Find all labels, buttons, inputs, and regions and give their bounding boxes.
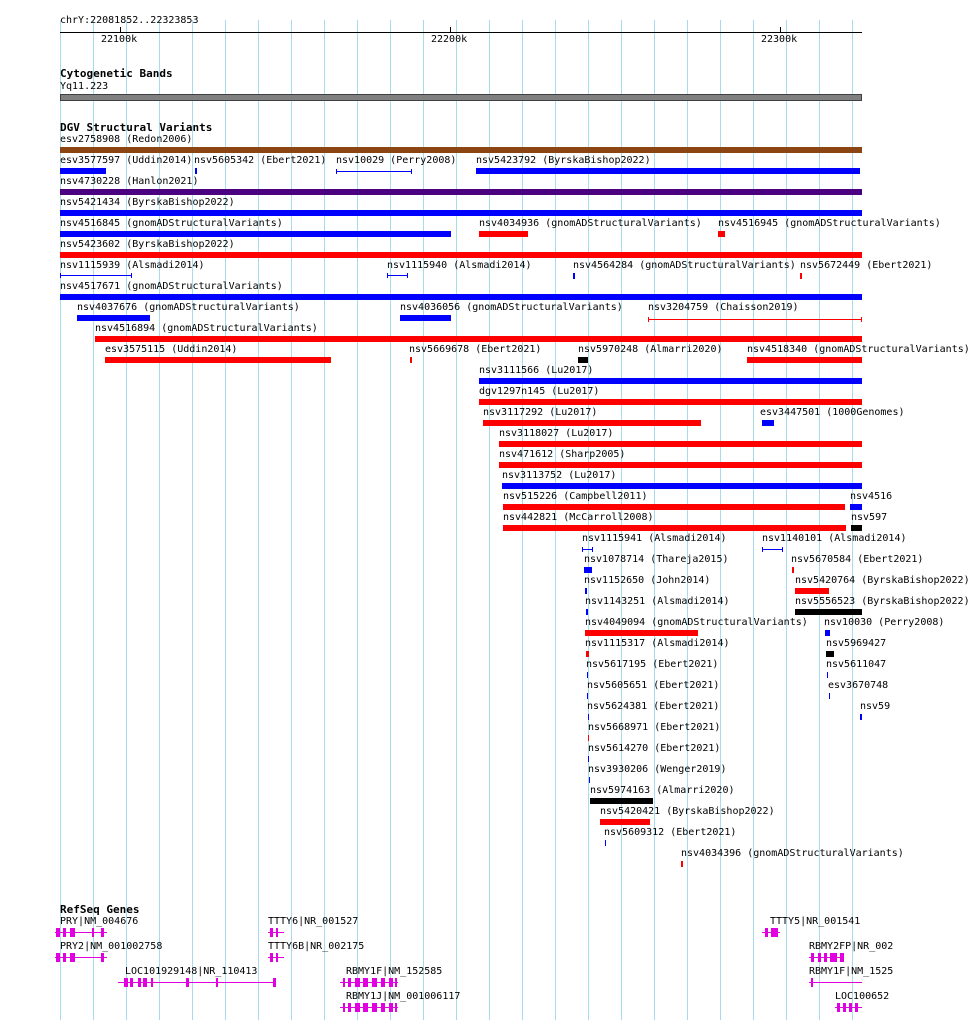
gene-exon[interactable]: [381, 1003, 385, 1012]
gene-exon[interactable]: [771, 928, 778, 937]
sv-feature-bar[interactable]: [587, 693, 588, 699]
sv-feature-bar[interactable]: [410, 357, 412, 363]
gene-exon[interactable]: [151, 978, 153, 987]
sv-feature-label[interactable]: nsv5423602 (ByrskaBishop2022): [60, 239, 235, 250]
sv-feature-bar[interactable]: [860, 714, 862, 720]
gene-label[interactable]: RBMY1J|NM_001006117: [346, 991, 461, 1002]
sv-feature-bar[interactable]: [479, 231, 528, 237]
ruler-tick: [780, 27, 781, 32]
gene-exon[interactable]: [276, 928, 278, 937]
gene-exon[interactable]: [348, 978, 351, 987]
sv-feature-bar[interactable]: [718, 231, 725, 237]
sv-feature-label[interactable]: esv3447501 (1000Genomes): [760, 407, 905, 418]
sv-feature-label[interactable]: nsv5970248 (Almarri2020): [578, 344, 723, 355]
sv-feature-label[interactable]: nsv5609312 (Ebert2021): [604, 827, 737, 838]
gene-exon[interactable]: [855, 1003, 858, 1012]
sv-feature-end-tick: [387, 273, 388, 278]
gene-label[interactable]: TTTY5|NR_001541: [770, 916, 861, 927]
sv-feature-bar[interactable]: [762, 549, 783, 550]
sv-feature-bar[interactable]: [795, 609, 862, 615]
sv-feature-bar[interactable]: [195, 168, 197, 174]
sv-feature-bar[interactable]: [825, 630, 830, 636]
sv-feature-end-tick: [582, 547, 583, 552]
gene-label[interactable]: RBMY2FP|NR_002: [809, 941, 894, 952]
sv-feature-bar[interactable]: [588, 735, 589, 741]
sv-feature-bar[interactable]: [829, 693, 830, 699]
sv-feature-label[interactable]: nsv1078714 (Thareja2015): [584, 554, 729, 565]
sv-feature-bar[interactable]: [589, 777, 590, 783]
gene-exon[interactable]: [395, 978, 397, 987]
gene-intron-line[interactable]: [809, 982, 862, 983]
sv-feature-bar[interactable]: [476, 168, 860, 174]
sv-feature-bar[interactable]: [60, 294, 862, 300]
region-label: chrY:22081852..22323853: [60, 15, 199, 26]
gene-exon[interactable]: [811, 953, 814, 962]
sv-feature-bar[interactable]: [499, 462, 862, 468]
gene-exon[interactable]: [363, 1003, 368, 1012]
sv-feature-label[interactable]: nsv1115317 (Alsmadi2014): [585, 638, 730, 649]
sv-feature-end-tick: [648, 317, 649, 322]
gene-exon[interactable]: [849, 1003, 852, 1012]
sv-feature-label[interactable]: nsv4049094 (gnomADStructuralVariants): [585, 617, 808, 628]
gene-exon[interactable]: [138, 978, 141, 987]
gene-exon[interactable]: [348, 1003, 351, 1012]
sv-feature-bar[interactable]: [60, 189, 862, 195]
sv-feature-label[interactable]: nsv4516: [850, 491, 893, 502]
sv-feature-end-tick: [782, 547, 783, 552]
gene-intron-line[interactable]: [118, 982, 276, 983]
sv-feature-label[interactable]: dgv1297n145 (Lu2017): [479, 386, 600, 397]
sv-feature-label[interactable]: nsv3118027 (Lu2017): [499, 428, 614, 439]
ruler-tick-label: 22300k: [761, 34, 798, 45]
sv-feature-label[interactable]: nsv5420764 (ByrskaBishop2022): [795, 575, 970, 586]
gene-exon[interactable]: [843, 1003, 846, 1012]
sv-feature-label[interactable]: nsv3111566 (Lu2017): [479, 365, 594, 376]
sv-feature-label[interactable]: nsv4564284 (gnomADStructuralVariants): [573, 260, 796, 271]
sv-feature-bar[interactable]: [479, 378, 862, 384]
sv-feature-bar[interactable]: [648, 319, 862, 320]
sv-feature-bar[interactable]: [60, 231, 451, 237]
sv-feature-label[interactable]: esv2758908 (Redon2006): [60, 134, 193, 145]
sv-feature-label[interactable]: nsv5423792 (ByrskaBishop2022): [476, 155, 651, 166]
sv-feature-bar[interactable]: [827, 672, 828, 678]
sv-feature-bar[interactable]: [77, 315, 150, 321]
sv-feature-bar[interactable]: [105, 357, 331, 363]
sv-feature-label[interactable]: nsv5624381 (Ebert2021): [587, 701, 720, 712]
gene-exon[interactable]: [840, 953, 844, 962]
gene-exon[interactable]: [830, 953, 837, 962]
ruler-tick-label: 22200k: [431, 34, 468, 45]
gene-exon[interactable]: [63, 953, 66, 962]
gene-exon[interactable]: [395, 1003, 397, 1012]
sv-feature-bar[interactable]: [387, 275, 408, 276]
sv-feature-bar[interactable]: [762, 420, 774, 426]
sv-feature-label[interactable]: nsv5611047: [826, 659, 887, 670]
ruler-tick-label: 22100k: [101, 34, 138, 45]
sv-feature-label[interactable]: esv3575115 (Uddin2014): [105, 344, 238, 355]
sv-feature-label[interactable]: nsv471612 (Sharp2005): [499, 449, 626, 460]
gene-exon[interactable]: [381, 978, 385, 987]
sv-feature-end-tick: [407, 273, 408, 278]
cytoband-track-title: Cytogenetic Bands: [60, 67, 173, 80]
sv-feature-bar[interactable]: [850, 504, 862, 510]
ruler-tick: [450, 27, 451, 32]
sv-feature-bar[interactable]: [800, 273, 802, 279]
sv-feature-end-tick: [592, 547, 593, 552]
sv-feature-label[interactable]: nsv1115939 (Alsmadi2014): [60, 260, 205, 271]
gene-exon[interactable]: [818, 953, 821, 962]
sv-feature-end-tick: [762, 547, 763, 552]
gene-label[interactable]: LOC101929148|NR_110413: [125, 966, 258, 977]
gene-exon[interactable]: [56, 953, 60, 962]
sv-feature-label[interactable]: nsv5617195 (Ebert2021): [586, 659, 719, 670]
gene-label[interactable]: LOC100652: [835, 991, 890, 1002]
gene-exon[interactable]: [389, 1003, 393, 1012]
sv-feature-bar[interactable]: [588, 714, 589, 720]
gene-label[interactable]: RBMY1F|NM_152585: [346, 966, 443, 977]
sv-feature-label[interactable]: nsv5672449 (Ebert2021): [800, 260, 933, 271]
sv-feature-bar[interactable]: [503, 504, 845, 510]
gene-exon[interactable]: [355, 1003, 360, 1012]
refseq-track-title: RefSeq Genes: [60, 903, 140, 916]
gene-exon[interactable]: [355, 978, 360, 987]
gene-exon[interactable]: [92, 928, 94, 937]
gene-label[interactable]: PRY|NM_004676: [60, 916, 139, 927]
sv-feature-label[interactable]: nsv59: [860, 701, 891, 712]
ruler-tick: [120, 27, 121, 32]
sv-feature-bar[interactable]: [586, 651, 589, 657]
sv-feature-label[interactable]: nsv4518340 (gnomADStructuralVariants): [747, 344, 970, 355]
sv-feature-bar[interactable]: [60, 168, 106, 174]
gene-exon[interactable]: [63, 928, 66, 937]
sv-feature-label[interactable]: nsv4517671 (gnomADStructuralVariants): [60, 281, 283, 292]
sv-feature-label[interactable]: nsv4037676 (gnomADStructuralVariants): [77, 302, 300, 313]
cytoband-bar[interactable]: [60, 94, 862, 101]
sv-feature-label[interactable]: nsv4036056 (gnomADStructuralVariants): [400, 302, 623, 313]
sv-feature-bar[interactable]: [792, 567, 794, 573]
gene-exon[interactable]: [70, 928, 75, 937]
sv-feature-bar[interactable]: [400, 315, 451, 321]
gene-exon[interactable]: [363, 978, 368, 987]
gene-exon[interactable]: [765, 928, 768, 937]
sv-feature-label[interactable]: nsv3113752 (Lu2017): [502, 470, 617, 481]
gene-exon[interactable]: [143, 978, 147, 987]
sv-feature-bar[interactable]: [578, 357, 588, 363]
gene-exon[interactable]: [101, 953, 104, 962]
sv-feature-label[interactable]: nsv10030 (Perry2008): [824, 617, 945, 628]
sv-feature-label[interactable]: nsv4516894 (gnomADStructuralVariants): [95, 323, 318, 334]
sv-feature-label[interactable]: nsv1143251 (Alsmadi2014): [585, 596, 730, 607]
sv-feature-bar[interactable]: [60, 252, 862, 258]
sv-feature-bar[interactable]: [747, 357, 862, 363]
sv-feature-label[interactable]: nsv5668971 (Ebert2021): [588, 722, 721, 733]
gene-exon[interactable]: [372, 1003, 377, 1012]
gene-exon[interactable]: [216, 978, 218, 987]
sv-feature-bar[interactable]: [479, 399, 862, 405]
sv-feature-label[interactable]: nsv1152650 (John2014): [584, 575, 711, 586]
sv-feature-bar[interactable]: [585, 630, 698, 636]
sv-feature-end-tick: [411, 169, 412, 174]
sv-feature-label[interactable]: nsv4034396 (gnomADStructuralVariants): [681, 848, 904, 859]
sv-feature-label[interactable]: nsv5974163 (Almarri2020): [590, 785, 735, 796]
sv-feature-bar[interactable]: [826, 651, 834, 657]
gene-exon[interactable]: [372, 978, 377, 987]
sv-feature-label[interactable]: nsv4730228 (Hanlon2021): [60, 176, 199, 187]
gene-exon[interactable]: [186, 978, 189, 987]
gene-exon[interactable]: [101, 928, 104, 937]
sv-feature-bar[interactable]: [851, 525, 862, 531]
sv-feature-label[interactable]: nsv5605651 (Ebert2021): [587, 680, 720, 691]
sv-feature-bar[interactable]: [795, 588, 829, 594]
cytoband-label[interactable]: Yq11.223: [60, 81, 109, 92]
sv-feature-bar[interactable]: [499, 441, 862, 447]
ruler-axis[interactable]: [60, 32, 862, 33]
sv-feature-label[interactable]: nsv4034936 (gnomADStructuralVariants): [479, 218, 702, 229]
gene-exon[interactable]: [343, 978, 345, 987]
gene-exon[interactable]: [270, 928, 273, 937]
sv-feature-bar[interactable]: [586, 609, 588, 615]
gene-label[interactable]: RBMY1F|NM_1525: [809, 966, 894, 977]
sv-feature-end-tick: [131, 273, 132, 278]
sv-feature-label[interactable]: nsv3204759 (Chaisson2019): [648, 302, 799, 313]
sv-feature-label[interactable]: nsv597: [851, 512, 888, 523]
sv-feature-label[interactable]: nsv5669678 (Ebert2021): [409, 344, 542, 355]
gene-exon[interactable]: [389, 978, 393, 987]
sv-feature-bar[interactable]: [590, 798, 653, 804]
sv-feature-bar[interactable]: [502, 483, 862, 489]
gene-exon[interactable]: [837, 1003, 840, 1012]
sv-feature-bar[interactable]: [573, 273, 575, 279]
sv-feature-bar[interactable]: [336, 171, 412, 172]
gene-exon[interactable]: [276, 953, 278, 962]
gene-exon[interactable]: [273, 978, 276, 987]
sv-feature-label[interactable]: nsv5556523 (ByrskaBishop2022): [795, 596, 970, 607]
sv-feature-label[interactable]: nsv4516945 (gnomADStructuralVariants): [718, 218, 941, 229]
sv-feature-bar[interactable]: [584, 567, 592, 573]
sv-feature-bar[interactable]: [585, 588, 587, 594]
sv-feature-end-tick: [861, 317, 862, 322]
gene-exon[interactable]: [270, 953, 273, 962]
gene-exon[interactable]: [124, 978, 128, 987]
gene-exon[interactable]: [343, 1003, 345, 1012]
gene-label[interactable]: TTTY6B|NR_002175: [268, 941, 365, 952]
sv-feature-label[interactable]: nsv1115941 (Alsmadi2014): [582, 533, 727, 544]
sv-feature-label[interactable]: nsv442821 (McCarroll2008): [503, 512, 654, 523]
dgv-track-title: DGV Structural Variants: [60, 121, 213, 134]
sv-feature-label[interactable]: nsv3930206 (Wenger2019): [588, 764, 727, 775]
sv-feature-label[interactable]: nsv5605342 (Ebert2021): [194, 155, 327, 166]
gene-label[interactable]: PRY2|NM_001002758: [60, 941, 163, 952]
sv-feature-label[interactable]: nsv10029 (Perry2008): [336, 155, 457, 166]
gene-exon[interactable]: [56, 928, 60, 937]
sv-feature-bar[interactable]: [95, 336, 862, 342]
sv-feature-label[interactable]: nsv5969427: [826, 638, 887, 649]
sv-feature-bar[interactable]: [60, 147, 862, 153]
gene-exon[interactable]: [824, 953, 827, 962]
sv-feature-label[interactable]: nsv5670584 (Ebert2021): [791, 554, 924, 565]
sv-feature-bar[interactable]: [60, 275, 132, 276]
sv-feature-label[interactable]: nsv515226 (Campbell2011): [503, 491, 648, 502]
sv-feature-label[interactable]: nsv3117292 (Lu2017): [483, 407, 598, 418]
gene-exon[interactable]: [70, 953, 75, 962]
sv-feature-label[interactable]: esv3577597 (Uddin2014): [60, 155, 193, 166]
sv-feature-label[interactable]: nsv4516845 (gnomADStructuralVariants): [60, 218, 283, 229]
gene-label[interactable]: TTTY6|NR_001527: [268, 916, 359, 927]
sv-feature-bar[interactable]: [60, 210, 862, 216]
sv-feature-bar[interactable]: [588, 756, 589, 762]
sv-feature-label[interactable]: nsv1140101 (Alsmadi2014): [762, 533, 907, 544]
sv-feature-label[interactable]: nsv5420421 (ByrskaBishop2022): [600, 806, 775, 817]
gene-exon[interactable]: [130, 978, 133, 987]
sv-feature-bar[interactable]: [587, 672, 588, 678]
sv-feature-label[interactable]: esv3670748: [828, 680, 889, 691]
sv-feature-label[interactable]: nsv1115940 (Alsmadi2014): [387, 260, 532, 271]
sv-feature-bar[interactable]: [483, 420, 701, 426]
sv-feature-label[interactable]: nsv5421434 (ByrskaBishop2022): [60, 197, 235, 208]
sv-feature-end-tick: [336, 169, 337, 174]
gene-exon[interactable]: [811, 978, 813, 987]
sv-feature-bar[interactable]: [681, 861, 683, 867]
sv-feature-bar[interactable]: [600, 819, 650, 825]
sv-feature-bar[interactable]: [503, 525, 846, 531]
sv-feature-end-tick: [60, 273, 61, 278]
sv-feature-bar[interactable]: [605, 840, 606, 846]
sv-feature-label[interactable]: nsv5614270 (Ebert2021): [588, 743, 721, 754]
